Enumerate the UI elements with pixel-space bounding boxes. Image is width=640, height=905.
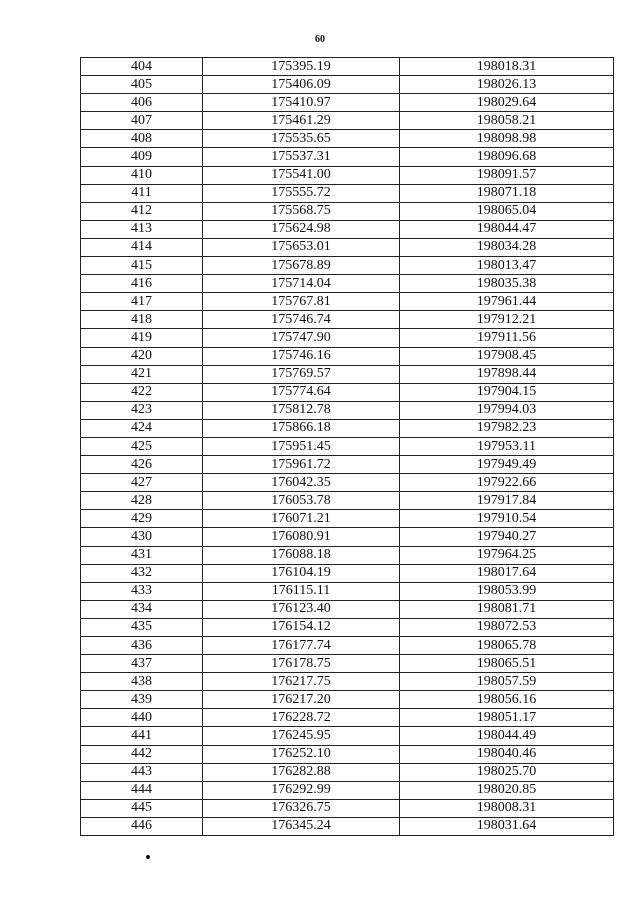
- x-coordinate-cell: 175461.29: [203, 112, 400, 130]
- point-number-cell: 446: [81, 817, 203, 835]
- table-row: [81, 492, 614, 510]
- y-coordinate-cell: 198026.13: [400, 76, 614, 94]
- x-coordinate-cell: 176177.74: [203, 637, 400, 655]
- table-row: [81, 600, 614, 618]
- point-number-cell: 441: [81, 727, 203, 745]
- y-coordinate-cell: 198065.78: [400, 637, 614, 655]
- x-coordinate-cell: 175747.90: [203, 329, 400, 347]
- x-coordinate-cell: 175746.16: [203, 347, 400, 365]
- y-coordinate-cell: 198008.31: [400, 799, 614, 817]
- table-row: [81, 474, 614, 492]
- table-row: [81, 564, 614, 582]
- coordinates-table-body: [81, 58, 614, 836]
- table-row: [81, 799, 614, 817]
- point-number-cell: 404: [81, 58, 203, 76]
- x-coordinate-cell: 175812.78: [203, 401, 400, 419]
- table-row: [81, 202, 614, 220]
- table-row: [81, 94, 614, 112]
- x-coordinate-cell: 175746.74: [203, 311, 400, 329]
- x-coordinate-cell: 175767.81: [203, 293, 400, 311]
- x-coordinate-cell: 175406.09: [203, 76, 400, 94]
- table-row: [81, 329, 614, 347]
- y-coordinate-cell: 198040.46: [400, 745, 614, 763]
- point-number-cell: 409: [81, 148, 203, 166]
- x-coordinate-cell: 175653.01: [203, 238, 400, 256]
- x-coordinate-cell: 175961.72: [203, 456, 400, 474]
- table-row: [81, 582, 614, 600]
- point-number-cell: 439: [81, 691, 203, 709]
- point-number-cell: 417: [81, 293, 203, 311]
- y-coordinate-cell: 198096.68: [400, 148, 614, 166]
- point-number-cell: 432: [81, 564, 203, 582]
- x-coordinate-cell: 175714.04: [203, 275, 400, 293]
- table-row: [81, 257, 614, 275]
- x-coordinate-cell: 175774.64: [203, 383, 400, 401]
- table-row: [81, 510, 614, 528]
- point-number-cell: 424: [81, 419, 203, 437]
- x-coordinate-cell: 175395.19: [203, 58, 400, 76]
- point-number-cell: 413: [81, 220, 203, 238]
- x-coordinate-cell: 175537.31: [203, 148, 400, 166]
- x-coordinate-cell: 176115.11: [203, 582, 400, 600]
- y-coordinate-cell: 198071.18: [400, 184, 614, 202]
- table-row: [81, 691, 614, 709]
- y-coordinate-cell: 198013.47: [400, 257, 614, 275]
- y-coordinate-cell: 197908.45: [400, 347, 614, 365]
- point-number-cell: 427: [81, 474, 203, 492]
- x-coordinate-cell: 176104.19: [203, 564, 400, 582]
- x-coordinate-cell: 176088.18: [203, 546, 400, 564]
- point-number-cell: 435: [81, 618, 203, 636]
- x-coordinate-cell: 176228.72: [203, 709, 400, 727]
- table-row: [81, 58, 614, 76]
- x-coordinate-cell: 175769.57: [203, 365, 400, 383]
- y-coordinate-cell: 197917.84: [400, 492, 614, 510]
- table-row: [81, 456, 614, 474]
- table-row: [81, 781, 614, 799]
- point-number-cell: 438: [81, 673, 203, 691]
- table-row: [81, 275, 614, 293]
- table-row: [81, 618, 614, 636]
- y-coordinate-cell: 198031.64: [400, 817, 614, 835]
- y-coordinate-cell: 198018.31: [400, 58, 614, 76]
- page-number: 60: [315, 34, 325, 45]
- y-coordinate-cell: 198058.21: [400, 112, 614, 130]
- point-number-cell: 419: [81, 329, 203, 347]
- point-number-cell: 414: [81, 238, 203, 256]
- table-row: [81, 166, 614, 184]
- table-row: [81, 238, 614, 256]
- y-coordinate-cell: 198065.04: [400, 202, 614, 220]
- point-number-cell: 434: [81, 600, 203, 618]
- y-coordinate-cell: 197940.27: [400, 528, 614, 546]
- point-number-cell: 440: [81, 709, 203, 727]
- table-row: [81, 148, 614, 166]
- x-coordinate-cell: 176178.75: [203, 655, 400, 673]
- point-number-cell: 429: [81, 510, 203, 528]
- table-row: [81, 184, 614, 202]
- table-row: [81, 112, 614, 130]
- point-number-cell: 420: [81, 347, 203, 365]
- point-number-cell: 418: [81, 311, 203, 329]
- x-coordinate-cell: 176080.91: [203, 528, 400, 546]
- y-coordinate-cell: 197953.11: [400, 437, 614, 455]
- point-number-cell: 421: [81, 365, 203, 383]
- y-coordinate-cell: 198035.38: [400, 275, 614, 293]
- point-number-cell: 408: [81, 130, 203, 148]
- point-number-cell: 443: [81, 763, 203, 781]
- y-coordinate-cell: 198056.16: [400, 691, 614, 709]
- y-coordinate-cell: 198020.85: [400, 781, 614, 799]
- point-number-cell: 442: [81, 745, 203, 763]
- point-number-cell: 428: [81, 492, 203, 510]
- x-coordinate-cell: 176245.95: [203, 727, 400, 745]
- table-row: [81, 76, 614, 94]
- y-coordinate-cell: 198025.70: [400, 763, 614, 781]
- table-row: [81, 383, 614, 401]
- y-coordinate-cell: 197910.54: [400, 510, 614, 528]
- point-number-cell: 411: [81, 184, 203, 202]
- point-number-cell: 436: [81, 637, 203, 655]
- y-coordinate-cell: 198034.28: [400, 238, 614, 256]
- y-coordinate-cell: 197904.15: [400, 383, 614, 401]
- point-number-cell: 422: [81, 383, 203, 401]
- x-coordinate-cell: 175568.75: [203, 202, 400, 220]
- x-coordinate-cell: 175678.89: [203, 257, 400, 275]
- y-coordinate-cell: 198081.71: [400, 600, 614, 618]
- coordinates-table: [80, 57, 614, 836]
- y-coordinate-cell: 198017.64: [400, 564, 614, 582]
- y-coordinate-cell: 197898.44: [400, 365, 614, 383]
- table-row: [81, 347, 614, 365]
- x-coordinate-cell: 176252.10: [203, 745, 400, 763]
- table-row: [81, 220, 614, 238]
- x-coordinate-cell: 176071.21: [203, 510, 400, 528]
- table-row: [81, 817, 614, 835]
- point-number-cell: 415: [81, 257, 203, 275]
- table-row: [81, 401, 614, 419]
- point-number-cell: 423: [81, 401, 203, 419]
- y-coordinate-cell: 197911.56: [400, 329, 614, 347]
- x-coordinate-cell: 175410.97: [203, 94, 400, 112]
- x-coordinate-cell: 176345.24: [203, 817, 400, 835]
- y-coordinate-cell: 198044.47: [400, 220, 614, 238]
- y-coordinate-cell: 198044.49: [400, 727, 614, 745]
- y-coordinate-cell: 198072.53: [400, 618, 614, 636]
- point-number-cell: 426: [81, 456, 203, 474]
- x-coordinate-cell: 176123.40: [203, 600, 400, 618]
- point-number-cell: 407: [81, 112, 203, 130]
- y-coordinate-cell: 197994.03: [400, 401, 614, 419]
- y-coordinate-cell: 197982.23: [400, 419, 614, 437]
- point-number-cell: 444: [81, 781, 203, 799]
- y-coordinate-cell: 198057.59: [400, 673, 614, 691]
- table-row: [81, 528, 614, 546]
- y-coordinate-cell: 197964.25: [400, 546, 614, 564]
- point-number-cell: 416: [81, 275, 203, 293]
- point-number-cell: 431: [81, 546, 203, 564]
- x-coordinate-cell: 175866.18: [203, 419, 400, 437]
- table-row: [81, 311, 614, 329]
- table-row: [81, 709, 614, 727]
- table-row: [81, 637, 614, 655]
- y-coordinate-cell: 197949.49: [400, 456, 614, 474]
- x-coordinate-cell: 176326.75: [203, 799, 400, 817]
- y-coordinate-cell: 197961.44: [400, 293, 614, 311]
- table-row: [81, 727, 614, 745]
- point-number-cell: 437: [81, 655, 203, 673]
- table-row: [81, 763, 614, 781]
- point-number-cell: 445: [81, 799, 203, 817]
- y-coordinate-cell: 198051.17: [400, 709, 614, 727]
- x-coordinate-cell: 176292.99: [203, 781, 400, 799]
- point-number-cell: 412: [81, 202, 203, 220]
- table-row: [81, 655, 614, 673]
- y-coordinate-cell: 198091.57: [400, 166, 614, 184]
- x-coordinate-cell: 176053.78: [203, 492, 400, 510]
- table-row: [81, 293, 614, 311]
- x-coordinate-cell: 175555.72: [203, 184, 400, 202]
- table-row: [81, 745, 614, 763]
- x-coordinate-cell: 176282.88: [203, 763, 400, 781]
- y-coordinate-cell: 198098.98: [400, 130, 614, 148]
- y-coordinate-cell: 198065.51: [400, 655, 614, 673]
- x-coordinate-cell: 175624.98: [203, 220, 400, 238]
- stray-dot-mark: [146, 855, 150, 859]
- point-number-cell: 425: [81, 437, 203, 455]
- x-coordinate-cell: 175541.00: [203, 166, 400, 184]
- x-coordinate-cell: 176217.75: [203, 673, 400, 691]
- point-number-cell: 405: [81, 76, 203, 94]
- x-coordinate-cell: 176042.35: [203, 474, 400, 492]
- point-number-cell: 406: [81, 94, 203, 112]
- y-coordinate-cell: 198053.99: [400, 582, 614, 600]
- y-coordinate-cell: 197912.21: [400, 311, 614, 329]
- table-row: [81, 673, 614, 691]
- x-coordinate-cell: 175535.65: [203, 130, 400, 148]
- table-row: [81, 437, 614, 455]
- x-coordinate-cell: 176154.12: [203, 618, 400, 636]
- y-coordinate-cell: 197922.66: [400, 474, 614, 492]
- point-number-cell: 433: [81, 582, 203, 600]
- table-row: [81, 546, 614, 564]
- table-row: [81, 365, 614, 383]
- x-coordinate-cell: 176217.20: [203, 691, 400, 709]
- point-number-cell: 410: [81, 166, 203, 184]
- table-row: [81, 419, 614, 437]
- point-number-cell: 430: [81, 528, 203, 546]
- table-row: [81, 130, 614, 148]
- x-coordinate-cell: 175951.45: [203, 437, 400, 455]
- y-coordinate-cell: 198029.64: [400, 94, 614, 112]
